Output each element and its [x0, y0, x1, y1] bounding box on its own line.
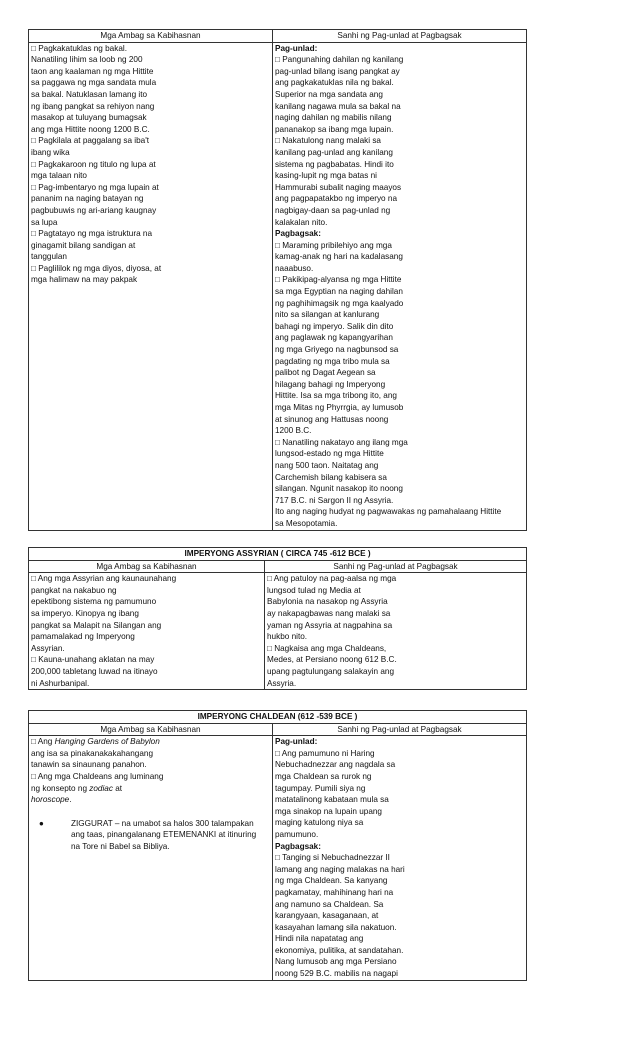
text-line: ang pagkakatuklas nila ng bakal. [275, 78, 394, 88]
hittite-table [28, 29, 527, 531]
text-line: Hammurabi subalit naging maayos [275, 182, 402, 192]
text-line: hukbo nito. [267, 632, 308, 642]
text-line: □ Ang mga Assyrian ang kaunaunahang [31, 574, 177, 584]
text-line: pamumuno. [275, 829, 319, 839]
text-line: □ Pag-imbentaryo ng mga lupain at [31, 182, 159, 192]
text-line: □ Ang mga Chaldeans ang luminang [31, 771, 164, 781]
header-ambag: Mga Ambag sa Kabihasnan [29, 30, 273, 43]
text-line: mga halimaw na may pakpak [31, 275, 138, 285]
assyrian-ambag-lines [31, 573, 262, 689]
text-line: □ Nagkaisa ang mga Chaldeans, [267, 643, 387, 653]
text-line: 1200 B.C. [275, 426, 312, 436]
text-fragment: at [112, 783, 123, 793]
text-line: sa paggawa ng mga sandata mula [31, 78, 157, 88]
text-line: □ Pagtatayo ng mga istruktura na [31, 229, 153, 239]
text-line: □ Nakatulong nang malaki sa [275, 136, 381, 146]
chaldean-title: IMPERYONG CHALDEAN (612 -539 BCE ) [29, 711, 527, 724]
text-line: Hindi nila napatatag ang [275, 934, 364, 944]
pagbagsak-heading: Pagbagsak: [275, 229, 321, 239]
text-line: kalakalan nito. [275, 217, 328, 227]
hanging-gardens-line [31, 736, 270, 748]
hittite-pagbagsak-lines [275, 240, 524, 530]
text-fragment: ng konsepto ng [31, 783, 90, 793]
assyrian-sanhi-cell [265, 573, 527, 690]
chaldean-table [28, 710, 527, 981]
text-line: pangkat na nakabuo ng [31, 585, 117, 595]
text-line: sa Mesopotamia. [275, 518, 338, 528]
text-line: lamang ang naging malakas na hari [275, 864, 405, 874]
text-line: masakop at tuluyang bumagsak [31, 113, 147, 123]
text-line: ng paghihimagsik ng mga kaalyado [275, 298, 404, 308]
text-line: ang pagpapatakbo ng imperyo na [275, 194, 397, 204]
text-line: □ Pagkilala at paggalang sa iba't [31, 136, 150, 146]
text-line: pananim na naging batayan ng [31, 194, 144, 204]
text-line: tagumpay. Pumili siya ng [275, 783, 366, 793]
pag-unlad-heading: Pag-unlad: [275, 43, 318, 53]
text-line: na Tore ni Babel sa Bibliya. [71, 841, 170, 851]
text-line: Nanatiling lihim sa loob ng 200 [31, 55, 143, 65]
text-line: kanilang pag-unlad ang kanilang [275, 147, 393, 157]
text-line: sistema ng pagbabatas. Hindi ito [275, 159, 394, 169]
text-fragment: . [69, 795, 72, 805]
text-line: □ Ang patuloy na pag-aalsa ng mga [267, 574, 397, 584]
text-line: maging katulong niya sa [275, 818, 364, 828]
text-line: sa mga Egyptian na naging dahilan [275, 287, 403, 297]
text-line: □ Kauna-unahang aklatan na may [31, 655, 155, 665]
text-line: sa bakal. Natuklasan lamang ito [31, 89, 148, 99]
pag-unlad-heading: Pag-unlad: [275, 737, 318, 747]
assyrian-ambag-cell [29, 573, 265, 690]
header-sanhi: Sanhi ng Pag-unlad at Pagbagsak [265, 560, 527, 573]
chaldean-pagbagsak-lines [275, 852, 524, 980]
text-line: pag-unlad bilang isang pangkat ay [275, 66, 400, 76]
text-line: □ Pagkakaroon ng titulo ng lupa at [31, 159, 156, 169]
header-sanhi: Sanhi ng Pag-unlad at Pagbagsak [273, 723, 527, 736]
text-line: sa lupa [31, 217, 58, 227]
text-line: nagbigay-daan sa pag-unlad ng [275, 205, 391, 215]
text-line: nang 500 taon. Naitatag ang [275, 460, 379, 470]
text-line: palibot ng Dagat Aegean sa [275, 368, 376, 378]
text-line: pananakop sa ibang mga lupain. [275, 124, 394, 134]
text-line: ng mga Griyego na nagbunsod sa [275, 345, 399, 355]
text-line: mga Mitas ng Phyrrgia, ay lumusob [275, 403, 404, 412]
ziggurat-lines [71, 818, 270, 853]
horoscope-line [31, 794, 270, 806]
text-line: kasayahan lamang sila nakatuon. [275, 922, 397, 932]
text-line: Superior na mga sandata ang [275, 89, 383, 99]
horoscope-italic: horoscope [31, 795, 70, 805]
hanging-gardens-italic: Hanging Gardens of Babylon [54, 737, 160, 747]
text-line: Hittite. Isa sa mga tribong ito, ang [275, 391, 397, 401]
text-line: □ Pagkakatuklas ng bakal. [31, 43, 127, 53]
text-line: pagbubuwis ng ari-ariang kaugnay [31, 205, 157, 215]
text-line: pamamalakad ng Imperyong [31, 632, 135, 642]
text-line: ang taas, pinangalanang ETEMENANKI at itinuring [71, 830, 257, 840]
hittite-ambag-lines [31, 43, 270, 286]
text-line: Ito ang naging hudyat ng pagwawakas ng pamahalaang Hittite [275, 507, 502, 517]
header-sanhi: Sanhi ng Pag-unlad at Pagbagsak [273, 30, 527, 43]
text-line: hilagang bahagi ng Imperyong [275, 379, 386, 389]
text-line: Nang lumusob ang mga Persiano [275, 957, 397, 967]
pagbagsak-heading: Pagbagsak: [275, 841, 321, 851]
text-line: □ Maraming pribilehiyo ang mga [275, 240, 392, 250]
text-line: tanawin sa sinaunang panahon. [31, 760, 147, 770]
text-line: mga Chaldean sa rurok ng [275, 771, 372, 781]
ziggurat-bullet [31, 818, 270, 853]
text-line: kasing-lupit ng mga batas ni [275, 171, 377, 181]
text-line: ibang wika [31, 147, 70, 157]
text-line: ZIGGURAT – na umabot sa halos 300 talampakan [71, 818, 254, 828]
zodiac-line [31, 783, 270, 795]
text-line: ni Ashurbanipal. [31, 678, 90, 688]
hittite-sanhi-cell [273, 42, 527, 530]
chaldean-sanhi-cell [273, 736, 527, 980]
text-line: Babylonia na nasakop ng Assyria [267, 597, 388, 607]
text-line: lungsod tulad ng Media at [267, 585, 361, 595]
text-line: kamag-anak ng hari na kadalasang [275, 252, 403, 262]
text-line: ang mga Hittite noong 1200 B.C. [31, 124, 150, 134]
text-line: silangan. Ngunit nasakop ito noong [275, 484, 403, 494]
text-line: □ Nanatiling nakatayo ang ilang mga [275, 437, 408, 447]
text-line: ng ibang pangkat sa rehiyon nang [31, 101, 155, 111]
text-line: □ Pangunahing dahilan ng kanilang [275, 55, 404, 65]
hittite-pag-unlad-lines [275, 54, 524, 228]
text-line: □ Tanging si Nebuchadnezzar II [275, 853, 390, 863]
header-ambag: Mga Ambag sa Kabihasnan [29, 723, 273, 736]
text-line: bahagi ng imperyo. Salik din dito [275, 321, 394, 331]
header-ambag: Mga Ambag sa Kabihasnan [29, 560, 265, 573]
text-line: kanilang nagawa mula sa bakal na [275, 101, 401, 111]
text-line: ginagamit bilang sandigan at [31, 240, 136, 250]
text-line: upang pagtulungang salakayin ang [267, 666, 395, 676]
text-line: □ Pakikipag-alyansa ng mga Hittite [275, 275, 402, 285]
text-line: at sinunog ang Hattusas noong [275, 414, 389, 424]
text-line: sa imperyo. Kinopya ng ibang [31, 608, 139, 618]
text-line: Nebuchadnezzar ang nagdala sa [275, 760, 396, 770]
text-line: mga talaan nito [31, 171, 87, 181]
text-line: karangyaan, kasaganaan, at [275, 911, 379, 921]
bullet-icon: ● [39, 818, 44, 828]
assyrian-title: IMPERYONG ASSYRIAN ( CIRCA 745 -612 BCE ) [29, 548, 527, 561]
text-line: pangkat sa Malapit na Silangan ang [31, 620, 162, 630]
text-line: tanggulan [31, 252, 67, 262]
text-line: naaabuso. [275, 263, 314, 273]
text-line: ekonomiya, pulitika, at sandatahan. [275, 945, 404, 955]
text-line: naging dahilan ng mabilis nilang [275, 113, 392, 123]
text-line: 200,000 tabletang luwad na itinayo [31, 666, 158, 676]
text-line: epektibong sistema ng pamumuno [31, 597, 157, 607]
text-line: matatalinong kabataan mula sa [275, 795, 389, 805]
text-line: pagdating ng mga tribo mula sa [275, 356, 390, 366]
text-line: Assyria. [267, 678, 297, 688]
text-line: ang paglawak ng kapangyarihan [275, 333, 393, 343]
assyrian-sanhi-lines [267, 573, 524, 689]
text-line: pagkamatay, mahihinang hari na [275, 887, 394, 897]
text-line: nito sa silangan at kanlurang [275, 310, 380, 320]
text-line: Medes, at Persiano noong 612 B.C. [267, 655, 397, 665]
text-line: taon ang kaalaman ng mga Hittite [31, 66, 154, 76]
chaldean-pag-unlad-lines [275, 748, 524, 841]
text-line: ay nakapagbawas nang malaki sa [267, 608, 391, 618]
text-line: yaman ng Assyria at nagpahina sa [267, 620, 393, 630]
text-line: ang namuno sa Chaldean. Sa [275, 899, 384, 909]
text-line: □ Paglililok ng mga diyos, diyosa, at [31, 263, 162, 273]
assyrian-table [28, 547, 527, 690]
chaldean-ambag-cell [29, 736, 273, 980]
text-line: ng mga Chaldean. Sa kanyang [275, 876, 388, 886]
text-line: 717 B.C. ni Sargon II ng Assyria. [275, 495, 394, 505]
text-line: □ Ang pamumuno ni Haring [275, 748, 375, 758]
text-fragment: □ Ang [31, 737, 55, 747]
zodiac-italic: zodiac [89, 783, 113, 793]
text-line: mga sinakop na lupain upang [275, 806, 382, 816]
text-line: Assyrian. [31, 643, 65, 653]
text-line: noong 529 B.C. mabilis na nagapi [275, 969, 398, 979]
text-line: lungsod-estado ng mga Hittite [275, 449, 384, 459]
text-line: ang isa sa pinakanakakahangang [31, 748, 154, 758]
hittite-ambag-cell [29, 42, 273, 530]
text-line: Carchemish bilang kabisera sa [275, 472, 387, 482]
